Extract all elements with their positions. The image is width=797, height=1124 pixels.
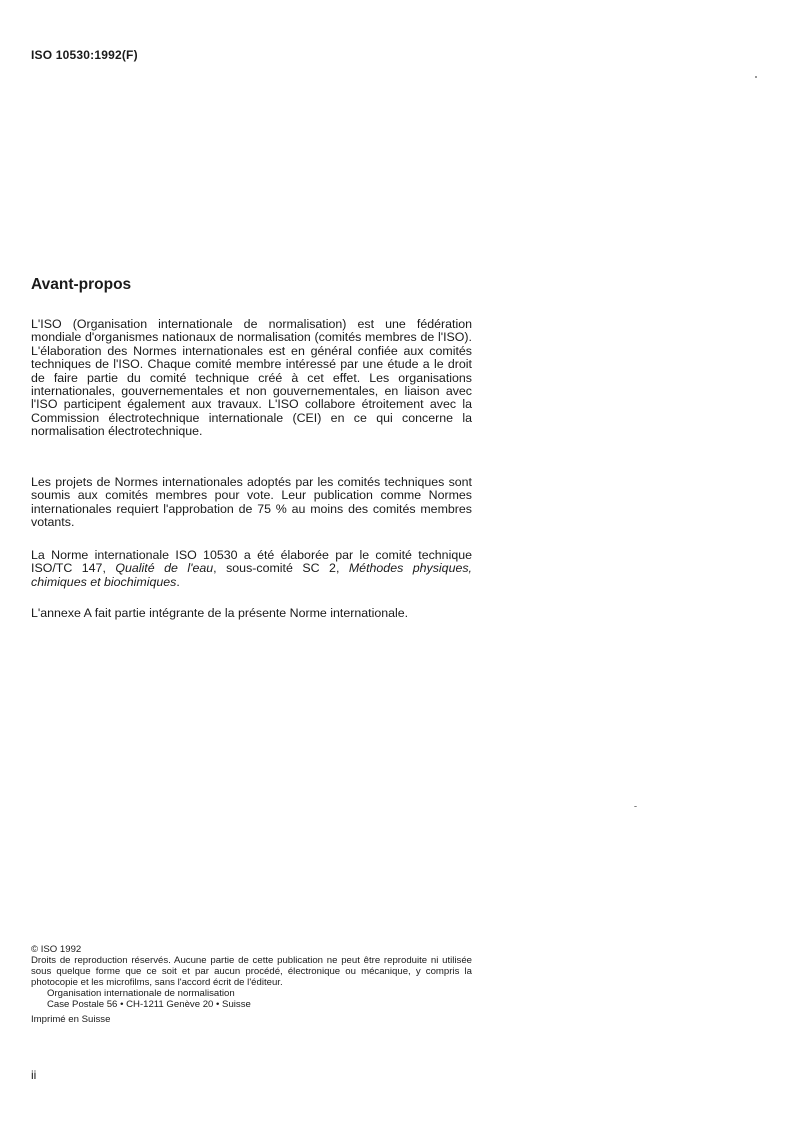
scan-speck: [755, 76, 757, 78]
paragraph-text: La Norme internationale ISO 10530 a été élaborée par le comité technique ISO/TC 147,: [31, 548, 472, 576]
foreword-paragraph: L'ISO (Organisation internationale de normalisation) est une fédération mondiale d'organismes nationaux de normalisation (comités membres de l'ISO). L'élaboration des Normes internationales est en général confiée aux comités techniques de l'ISO. Chaque comité membre intéressé par une étude a le droit de faire partie du comité technique créé à cet effet. Les organisations internationales, gouvernementales et non gouvernementales, en liaison avec l'ISO participent également aux travaux. L'ISO collabore étroitement avec la Commission électrotechnique internationale (CEI) en ce qui concerne la normalisation électrotechnique.: [31, 317, 472, 439]
copyright-block: [31, 944, 472, 1025]
copyright-notice: © ISO 1992: [31, 944, 82, 955]
document-reference: ISO 10530:1992(F): [31, 48, 138, 62]
copyright-address: Case Postale 56 • CH-1211 Genève 20 • Suisse: [47, 999, 251, 1010]
copyright-organisation: Organisation internationale de normalisation: [47, 988, 235, 999]
scan-speck: [634, 806, 637, 807]
subcommittee-name: Méthodes physiques, chimiques et biochimiques: [31, 561, 472, 589]
foreword-paragraph: Les projets de Normes internationales adoptés par les comités techniques sont soumis aux comités membres pour vote. Leur publication comme Normes internationales requiert l'approbation de 75 % au moins des comités membres votants.: [31, 475, 472, 530]
foreword-title: Avant-propos: [31, 276, 132, 293]
paragraph-text: , sous-comité SC 2,: [213, 561, 349, 576]
paragraph-text: .: [176, 574, 180, 589]
committee-name: Qualité de l'eau: [115, 561, 214, 576]
copyright-rights: Droits de reproduction réservés. Aucune partie de cette publication ne peut être reproduite ni utilisée sous quelque forme que ce soit et par aucun procédé, électronique ou mécanique, y compris la photocopie et les microfilms, sans l'accord écrit de l'éditeur.: [31, 955, 472, 988]
foreword-paragraph: [31, 549, 472, 589]
foreword-paragraph: L'annexe A fait partie intégrante de la présente Norme internationale.: [31, 606, 409, 620]
printed-in: Imprimé en Suisse: [31, 1014, 111, 1025]
page-number: ii: [31, 1068, 37, 1082]
